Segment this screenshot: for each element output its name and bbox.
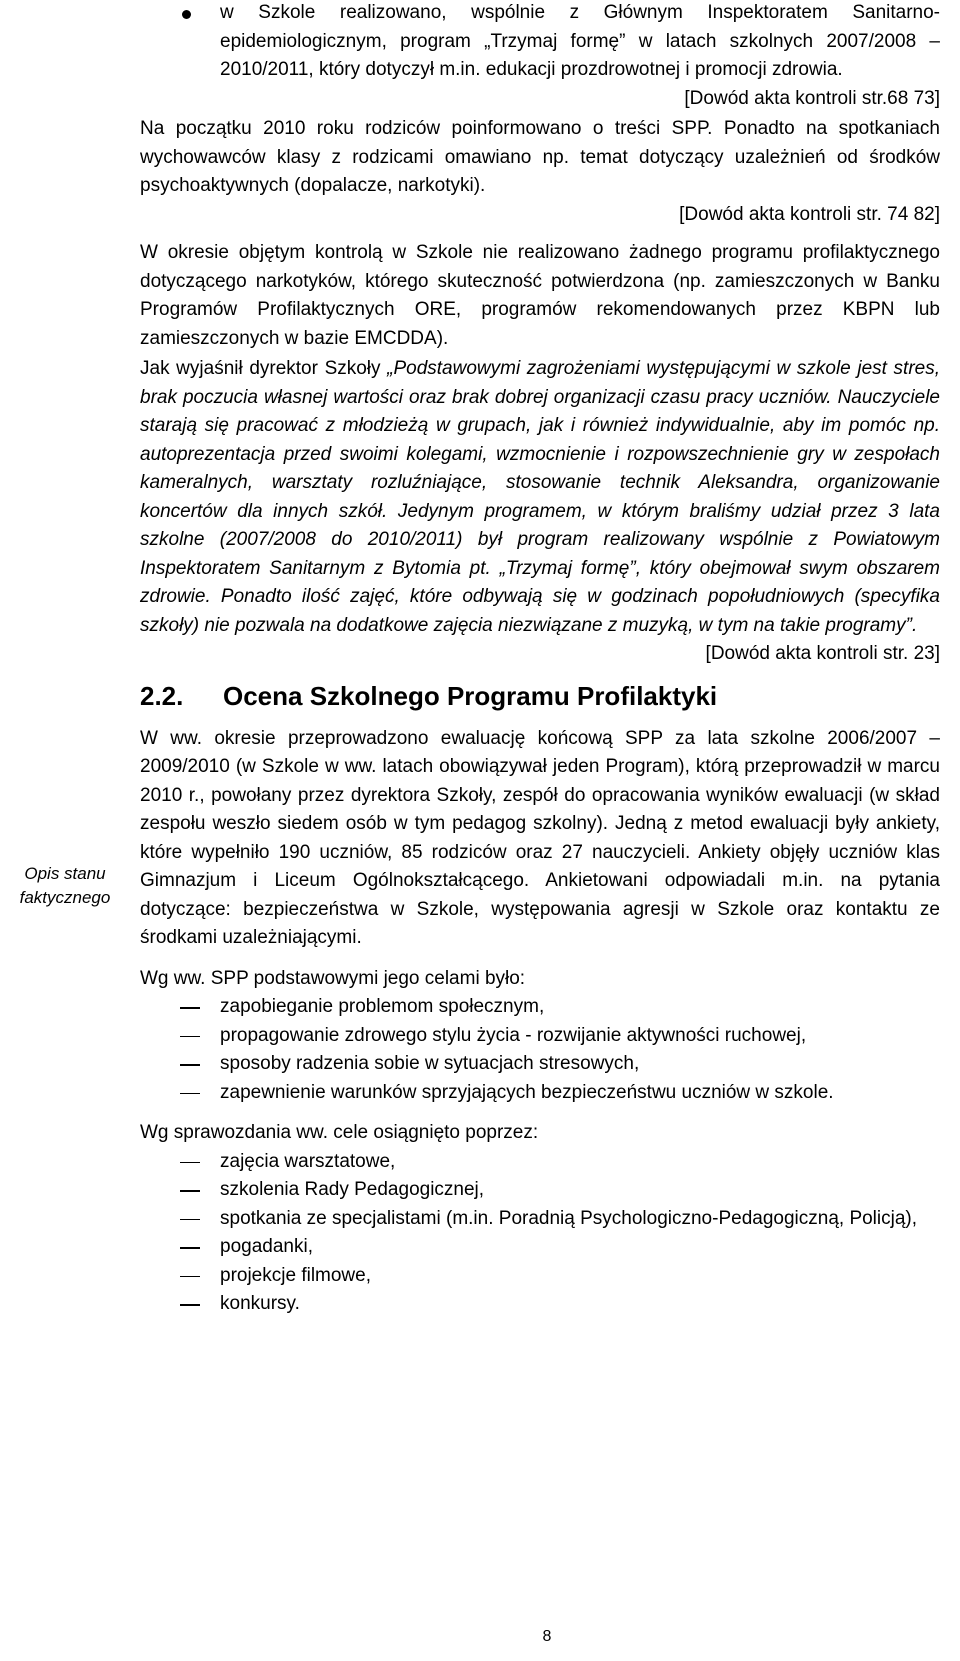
goals-section [140, 965, 940, 1108]
list-item-text: spotkania ze specjalistami (m.in. Poradnią Psychologiczno-Pedagogiczną, Policją), [220, 1207, 918, 1229]
section-number: 2.2. [140, 680, 184, 711]
paragraph-parents [140, 115, 940, 229]
director-quote: „Podstawowymi zagrożeniami występującymi w szkole jest stres, brak poczucia własnej wartości oraz brak dobrej organizacji czasu pracy uczniów. Nauczyciele starają się pracować z młodzieżą w grupach, jak i również indywidualnie, aby im pomóc np. autoprezentacja przed swoimi kolegami, wzmocnienie i rozpowszechnienie gry w zespołach kameralnych, warsztaty rozluźniające, stosowanie technik Aleksandra, organizowanie koncertów dla innych szkół. Jedynym programem, w którym braliśmy udział przez 3 lata szkolne (2007/2008 do 2010/2011) był program realizowany wspólnie z Powiatowym Inspektoratem Sanitarnym z Bytomia pt. „Trzymaj formę”, który obejmował swym obszarem zdrowie. Ponadto ilość zajęć, które odbywają się w godzinach popołudniowych (specyfika szkoły) nie pozwala na dodatkowe zajęcia niezwiązane z muzyką, w tym na takie programy”. [140, 358, 940, 636]
list-item-text: zapobieganie problemom społecznym, [220, 996, 545, 1017]
list-item [140, 1262, 940, 1291]
dash-bullet-icon [180, 1162, 200, 1164]
evidence-reference: [Dowód akta kontroli str.68 73] [684, 87, 940, 109]
list-item [140, 1205, 940, 1234]
sidebar-label [0, 862, 130, 910]
means-intro: Wg sprawozdania ww. cele osiągnięto poprzez: [140, 1122, 539, 1143]
dash-bullet-icon [180, 1007, 200, 1009]
bullet-paragraph-text: w Szkole realizowano, wspólnie z Głównym Inspektoratem Sanitarno-epidemiologicznym, program „Trzymaj formę” w latach szkolnych 2007/2008 – 2010/2011, który dotyczył m.in. edukacji prozdrowotnej i promocji zdrowia. [220, 2, 940, 80]
list-item [140, 993, 940, 1022]
means-section [140, 1119, 940, 1319]
list-item-text: projekcje filmowe, [220, 1264, 371, 1286]
section-title: Ocena Szkolnego Programu Profilaktyki [223, 680, 718, 711]
list-item [140, 1290, 940, 1319]
paragraph-programs [140, 239, 940, 353]
paragraph-parents-text: Na początku 2010 roku rodziców poinformowano o treści SPP. Ponadto na spotkaniach wychowawców klasy z rodzicami omawiano np. temat dotyczący uzależnień od środków psychoaktywnych (dopalacze, narkotyki). [140, 118, 940, 196]
list-item-text: konkursy. [220, 1293, 300, 1314]
list-item-text: zajęcia warsztatowe, [220, 1150, 396, 1172]
dash-bullet-icon [180, 1247, 200, 1249]
dash-bullet-icon [180, 1219, 200, 1221]
paragraph-evaluation [140, 725, 940, 953]
sidebar-label-line2: faktycznego [19, 888, 111, 907]
dash-bullet-icon [180, 1304, 200, 1306]
list-item-text: sposoby radzenia sobie w sytuacjach stresowych, [220, 1053, 640, 1074]
list-item [140, 1148, 940, 1177]
director-intro: Jak wyjaśnił dyrektor Szkoły [140, 358, 388, 379]
list-item-text: zapewnienie warunków sprzyjających bezpieczeństwu uczniów w szkole. [220, 1081, 834, 1103]
sidebar-label-line1: Opis stanu [24, 864, 106, 883]
paragraph-evaluation-text: W ww. okresie przeprowadzono ewaluację końcową SPP za lata szkolne 2006/2007 –2009/2010 (w Szkole w ww. latach obowiązywał jeden Program), którą przeprowadził w marcu 2010 r., powołany przez dyrektora Szkoły, zespół do opracowania wyników ewaluacji (w skład zespołu weszło siedem osób w tym pedagog szkolny). Jedną z metod ewaluacji były ankiety, które wypełniło 190 uczniów, 85 rodziców oraz 27 nauczycieli. Ankiety objęły uczniów klas Gimnazjum i Liceum Ogólnokształcącego. Ankietowani odpowiadali m.in. na pytania dotyczące: bezpieczeństwa w Szkole, występowania agresji w Szkole oraz kontaktu ze środkami uzależniającymi. [140, 727, 940, 948]
goals-intro: Wg ww. SPP podstawowymi jego celami było: [140, 967, 526, 989]
dash-bullet-icon [180, 1276, 200, 1278]
page-number: 8 [542, 1628, 552, 1645]
list-item [140, 1233, 940, 1262]
bullet-dot-icon [182, 10, 191, 19]
dash-bullet-icon [180, 1093, 200, 1095]
document-body [140, 0, 940, 1319]
dash-bullet-icon [180, 1036, 200, 1038]
list-item-text: pogadanki, [220, 1236, 313, 1257]
paragraph-programs-text: W okresie objętym kontrolą w Szkole nie realizowano żadnego programu profilaktycznego dotyczącego narkotyków, którego skuteczność potwierdzona (np. zamieszczonych w Banku Programów Profilaktycznych ORE, programów rekomendowanych przez KBPN lub zamieszczonych w bazie EMCDDA). [140, 242, 940, 349]
list-item [140, 1022, 940, 1051]
paragraph-director-text [140, 355, 940, 640]
bullet-paragraph [140, 0, 940, 113]
section-heading [140, 679, 940, 713]
evidence-reference: [Dowód akta kontroli str. 74 82] [679, 203, 940, 225]
paragraph-director [140, 355, 940, 669]
list-item-text: szkolenia Rady Pedagogicznej, [220, 1179, 485, 1200]
dash-bullet-icon [180, 1190, 200, 1192]
list-item [140, 1176, 940, 1205]
list-item-text: propagowanie zdrowego stylu życia - rozwijanie aktywności ruchowej, [220, 1024, 807, 1046]
dash-bullet-icon [180, 1064, 200, 1066]
evidence-reference: [Dowód akta kontroli str. 23] [705, 643, 940, 664]
list-item [140, 1050, 940, 1079]
means-list [140, 1148, 940, 1319]
list-item [140, 1079, 940, 1108]
goals-list [140, 993, 940, 1107]
